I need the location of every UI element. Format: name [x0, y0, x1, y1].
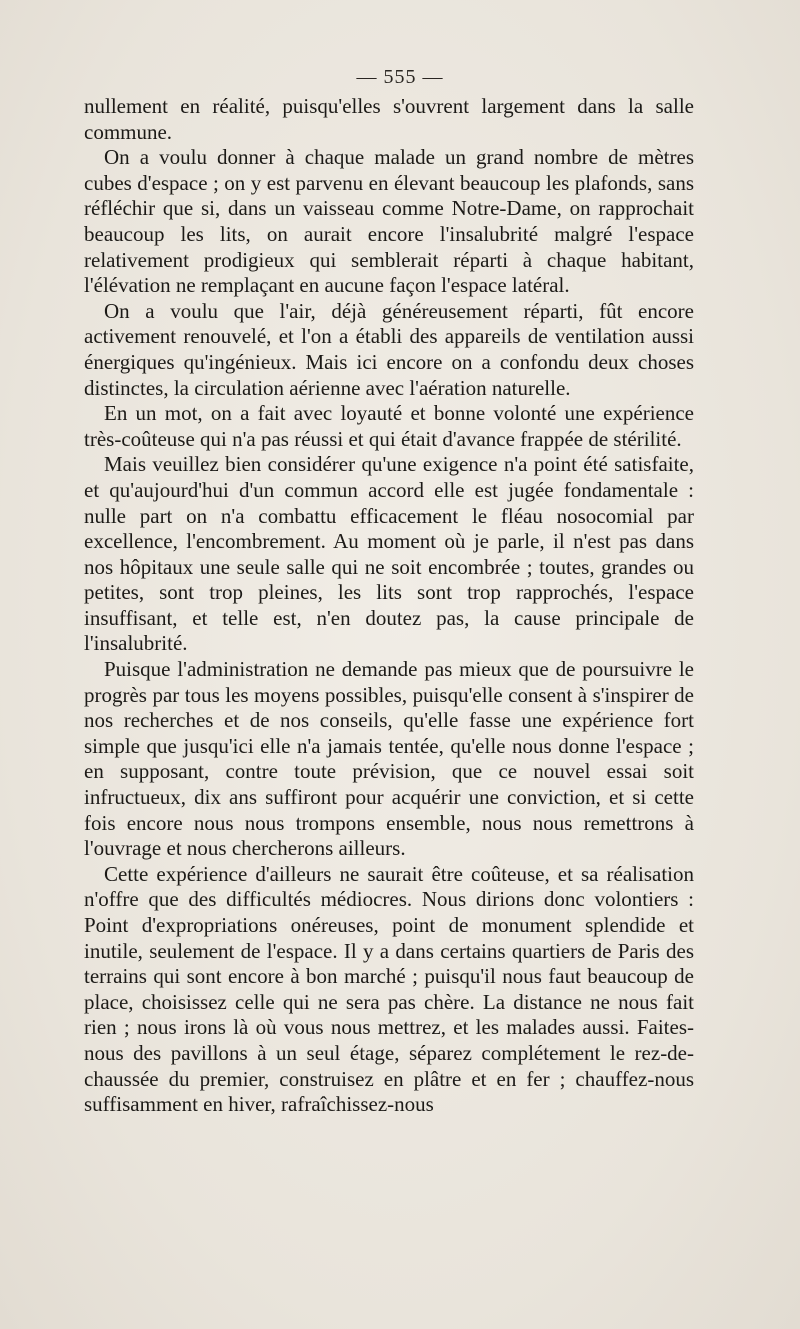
paragraph: On a voulu donner à chaque malade un grand nombre de mètres cubes d'espace ; on y est parvenu en élevant beaucoup les plafonds, sans réfléchir que si, dans un vaisseau comme Notre-Dame, on rapprochait beaucoup les lits, on aurait encore l'insalubrité malgré l'espace relativement prodigieux qui semblerait réparti à chaque habitant, l'élévation ne remplaçant en aucune façon l'espace latéral.: [84, 145, 694, 298]
paragraph: En un mot, on a fait avec loyauté et bonne volonté une expérience très-coûteuse qui n'a pas réussi et qui était d'avance frappée de stérilité.: [84, 401, 694, 451]
paragraph: Cette expérience d'ailleurs ne saurait être coûteuse, et sa réalisation n'offre que des difficultés médiocres. Nous dirions donc volontiers : Point d'expropriations onéreuses, point de monument splendide et inutile, seulement de l'espace. Il y a dans certains quartiers de Paris des terrains qui sont encore à bon marché ; puisqu'il nous faut beaucoup de place, choisissez celle qui ne sera pas chère. La distance ne nous fait rien ; nous irons là où vous nous mettrez, et les malades aussi. Faites-nous des pavillons à un seul étage, séparez complétement le rez-de-chaussée du premier, construisez en plâtre et en fer ; chauffez-nous suffisamment en hiver, rafraîchissez-nous: [84, 861, 694, 1117]
paragraph: On a voulu que l'air, déjà généreusement réparti, fût encore activement renouvelé, et l'on a établi des appareils de ventilation aussi énergiques qu'ingénieux. Mais ici encore on a confondu deux choses distinctes, la circulation aérienne avec l'aération naturelle.: [84, 298, 694, 400]
paragraph: Puisque l'administration ne demande pas mieux que de poursuivre le progrès par tous les moyens possibles, puisqu'elle consent à s'inspirer de nos recherches et de nos conseils, qu'elle fasse une expérience fort simple que jusqu'ici elle n'a jamais tentée, qu'elle nous donne l'espace ; en supposant, contre toute prévision, que ce nouvel essai soit infructueux, dix ans suffiront pour acquérir une conviction, et si cette fois encore nous nous trompons ensemble, nous nous remettrons à l'ouvrage et nous chercherons ailleurs.: [84, 657, 694, 861]
page-number: — 555 —: [356, 66, 444, 88]
paragraph: nullement en réalité, puisqu'elles s'ouvrent largement dans la salle commune.: [84, 94, 694, 144]
body-text: [84, 94, 694, 1118]
paragraph: Mais veuillez bien considérer qu'une exigence n'a point été satisfaite, et qu'aujourd'hui d'un commun accord elle est jugée fondamentale : nulle part on n'a combattu efficacement le fléau nosocomial par excellence, l'encombrement. Au moment où je parle, il n'est pas dans nos hôpitaux une seule salle qui ne soit encombrée ; toutes, grandes ou petites, sont trop pleines, les lits sont trop rapprochés, l'espace insuffisant, et telle est, n'en doutez pas, la cause principale de l'insalubrité.: [84, 452, 694, 656]
